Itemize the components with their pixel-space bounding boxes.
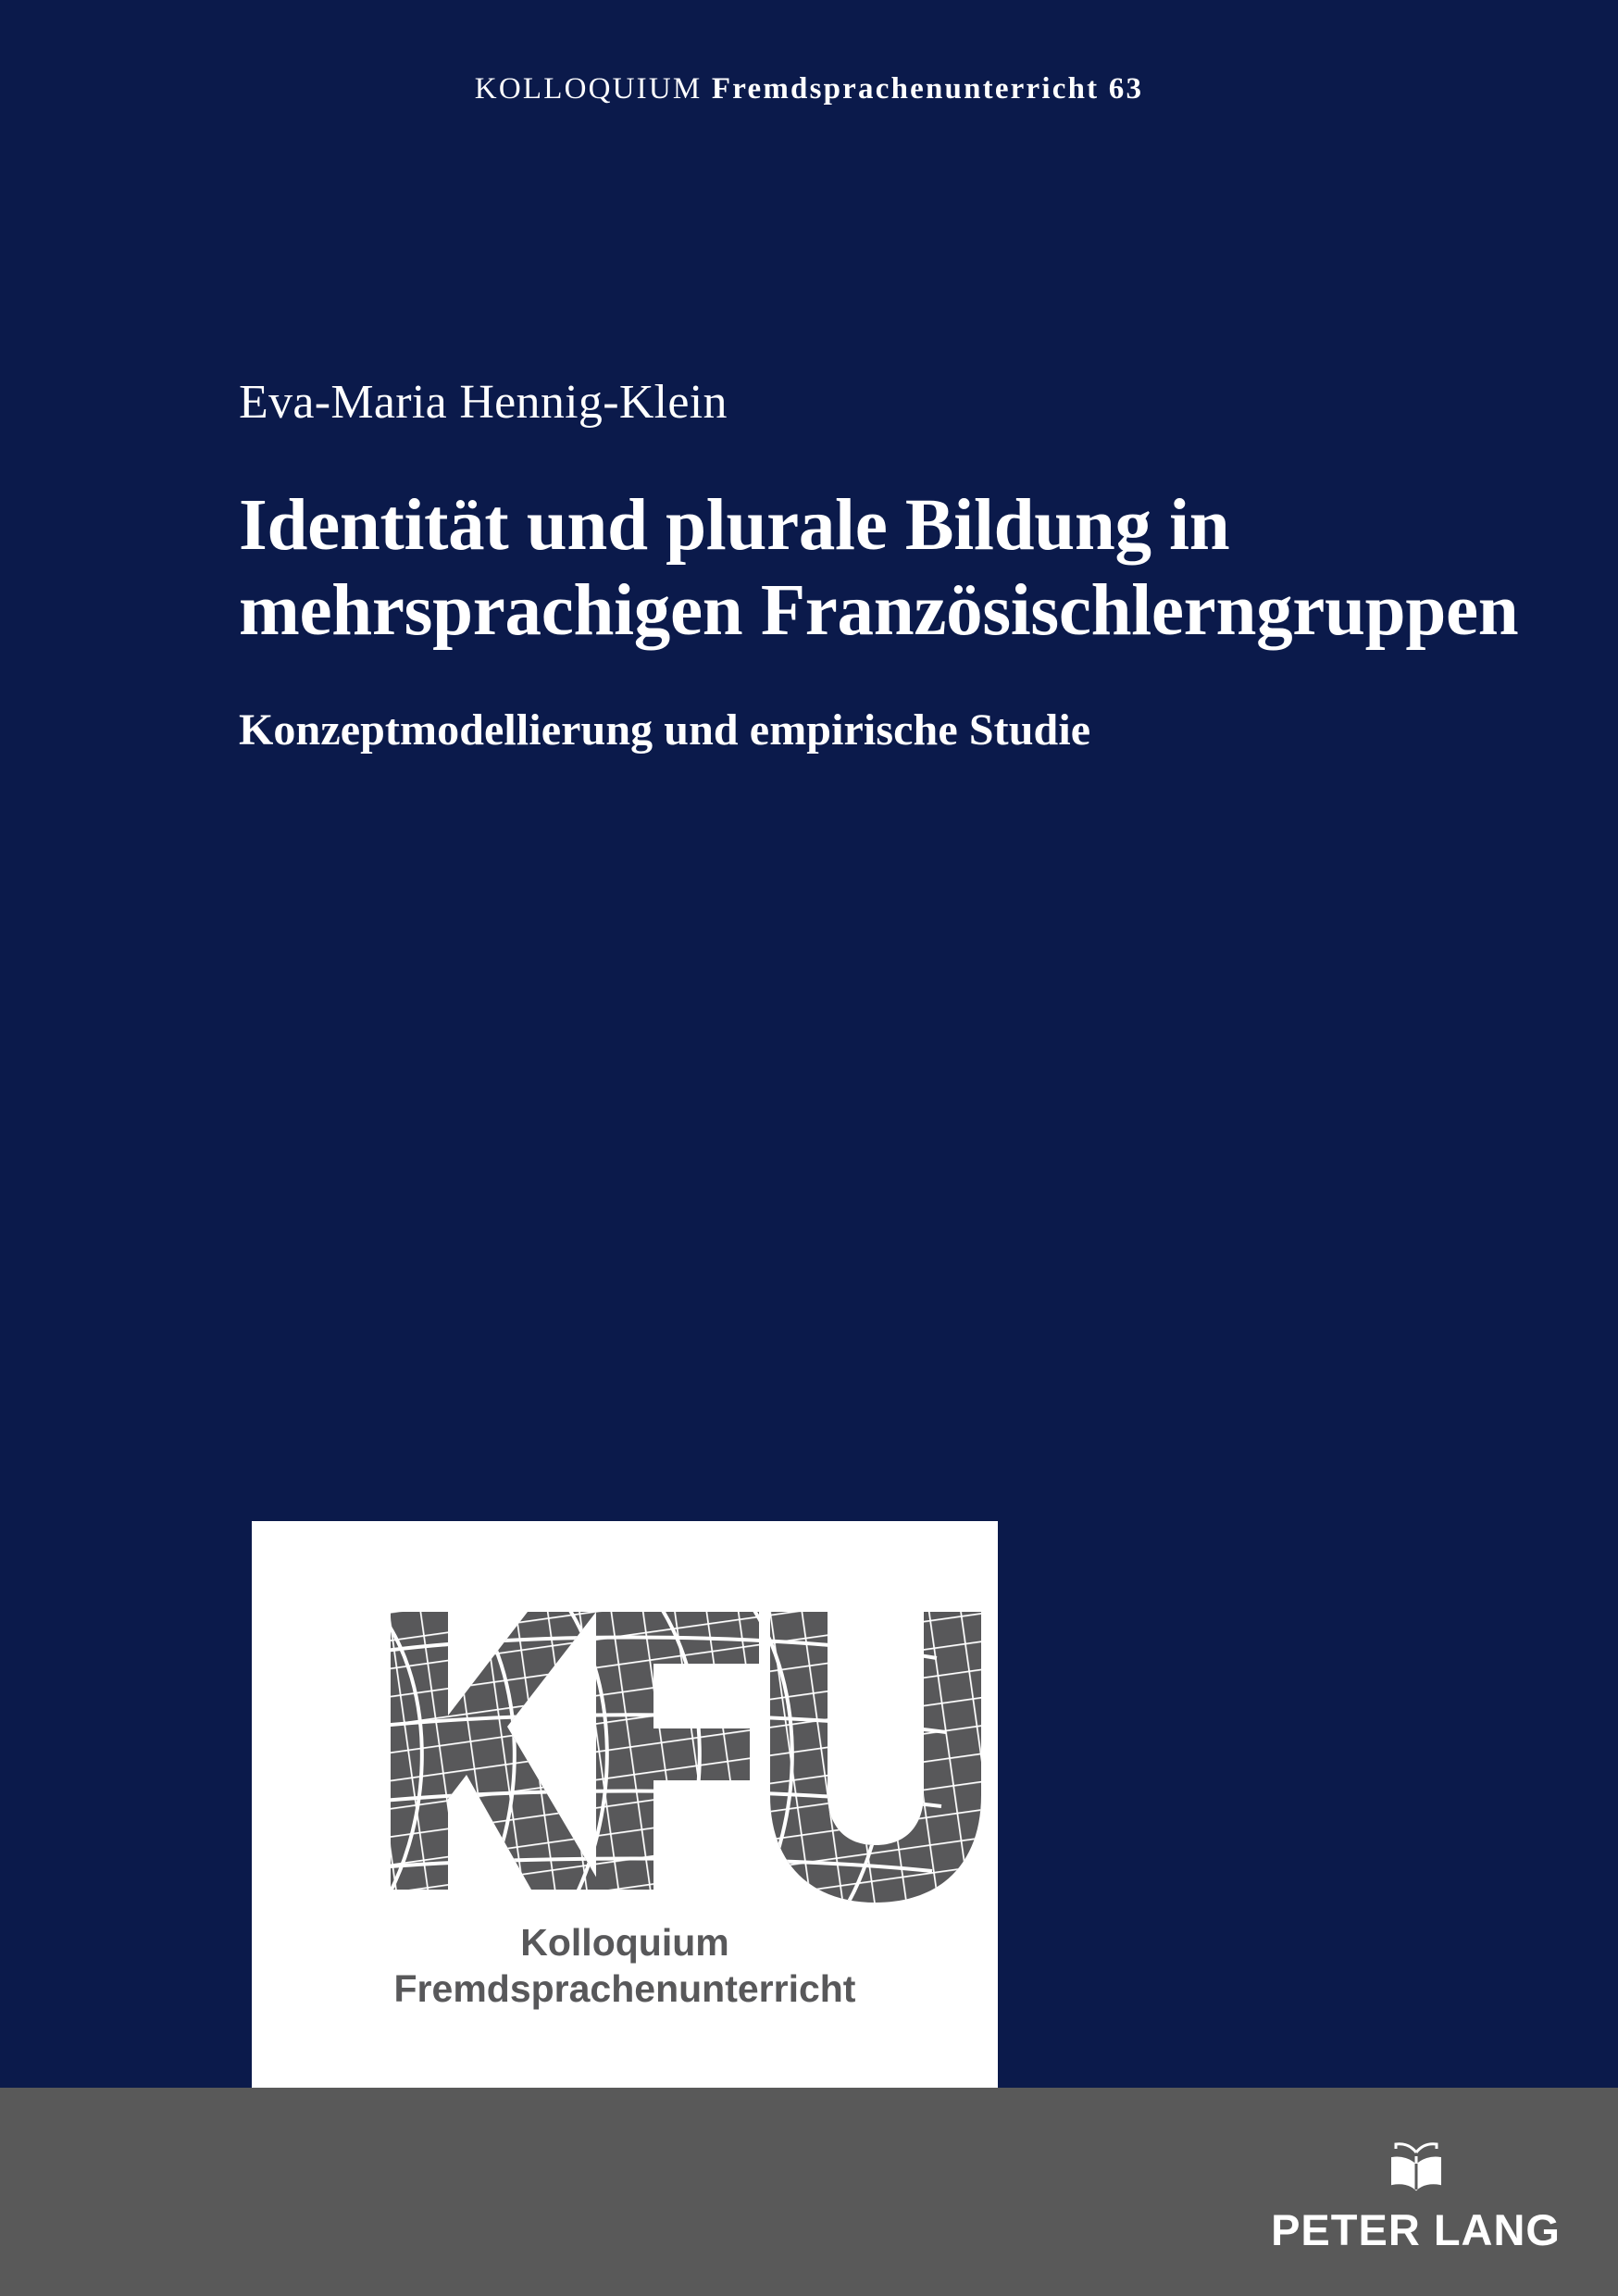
- author-name: Eva-Maria Hennig-Klein: [239, 376, 728, 429]
- publisher-logo: [1271, 2138, 1561, 2255]
- series-number: 63: [1099, 72, 1144, 106]
- series-title: [0, 72, 1618, 106]
- book-subtitle: Konzeptmodellierung und empirische Studie: [239, 705, 1091, 755]
- logo-caption-line1: Kolloquium: [520, 1921, 729, 1964]
- series-name: Fremdsprachenunterricht: [711, 72, 1100, 106]
- publisher-name: PETER LANG: [1271, 2205, 1561, 2254]
- series-logo-box: [252, 1521, 998, 2090]
- series-prefix: KOLLOQUIUM: [474, 72, 712, 106]
- cover-text-block: [239, 375, 1535, 755]
- kfu-logo-icon: [252, 1547, 998, 1917]
- open-book-icon: [1387, 2138, 1446, 2199]
- logo-caption: [252, 1919, 998, 2012]
- book-title: Identität und plurale Bildung in mehrsprachigen Französischlerngruppen: [239, 485, 1519, 651]
- logo-caption-line2: Fremdsprachenunterricht: [393, 1967, 856, 2011]
- publisher-bar: [0, 2088, 1618, 2296]
